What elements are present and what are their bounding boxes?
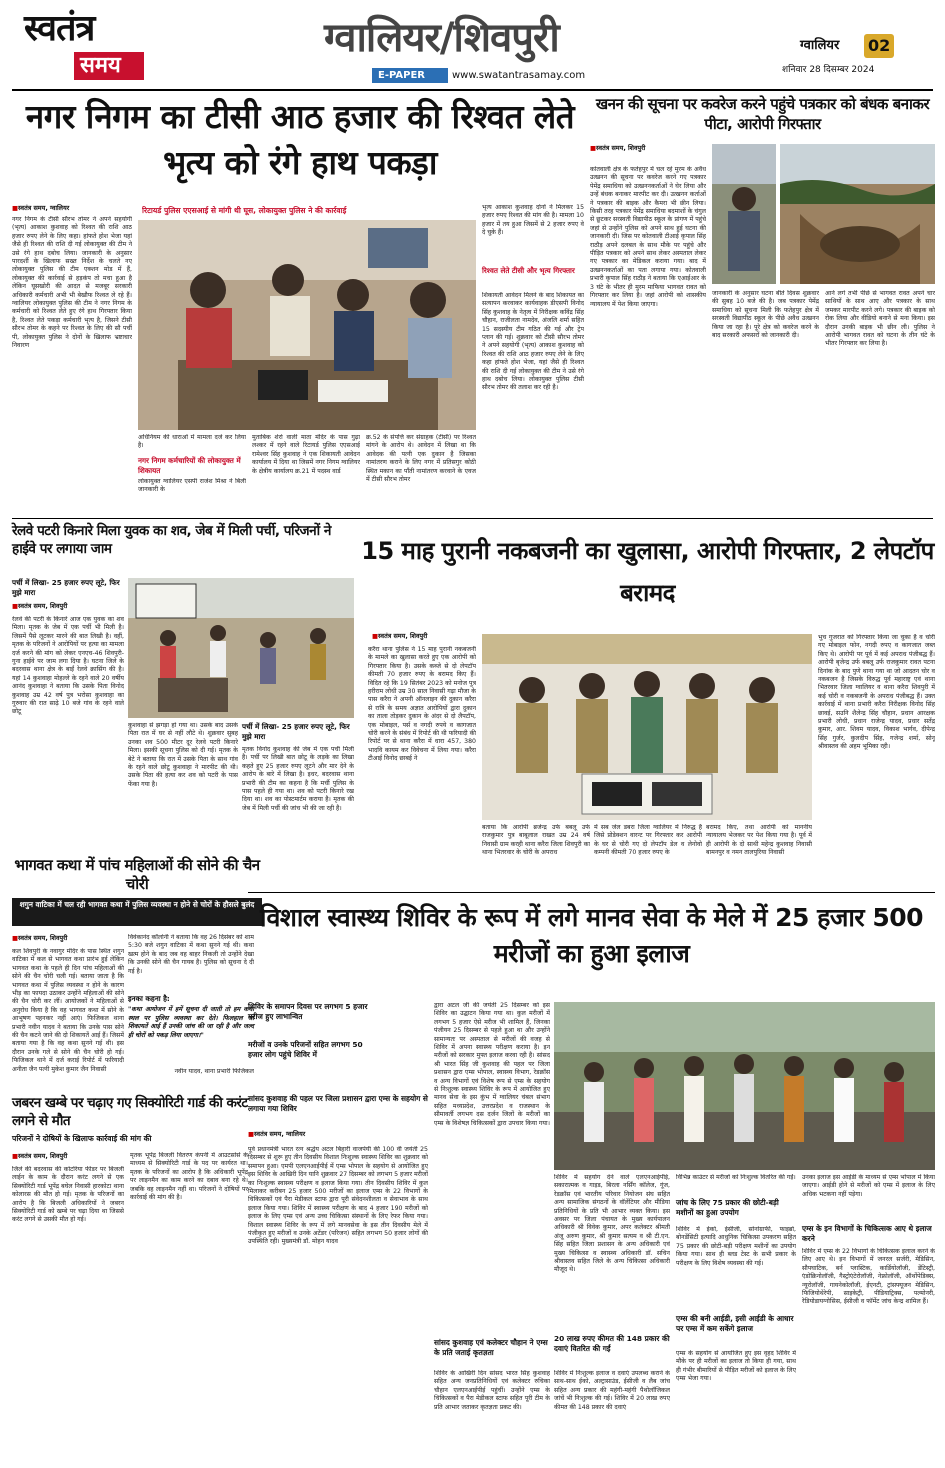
story3-col3: मृतक विनोद कुशवाह की जेब में एक पर्ची मिली है। पर्ची पर लिखी बात छोटू के लड़के का लिखा कहते हुए 25 हजार रुपए लूटने और मार देने के आरोप के बारे में लिखा है। इधर, बदरवास थाना प्रभारी की टीम का कहना है कि मर्ची पुलिस के पास पहले ही गया था। शव को पटरी किनारे रख दिया था। शव का पोस्टमार्टम कराया है। मृतक की जेब में मिली पर्ची की जांच भी की जा रही है।	[242, 746, 354, 812]
story1-col4: क्र.52 के संपत्ति कर संग्राहक (टीसी) पर रिश्वत मांगने के आरोप थे। आवेदन में लिखा था कि आवेदक की पत्नी एक दुकान है जिसका नामांतरण कराने के लिए नगर में प्रतिसगुर कोठी स्थित मकान का पाँती नामांतरण करवाने के एवज में टीसी सौरभ तोमर	[366, 434, 476, 484]
story7-col6: विभिन्न काउंटर से मरीजों को निःशुल्क वितरित की गईं।	[676, 1174, 796, 1181]
story4-col2: विवेकानंद कॉलोनी ने बताया कि वह 26 दिसंबर को शाम 5:30 बजे शगुन वाटिका में कथा सुनने गई थी। कथा खत्म होने के बाद जब वह बाहर निकली तो उन्होंने देखा कि उनकी सोने की चैन गायब है। पुलिस को सूचना दे दी गई है।	[128, 934, 254, 975]
divider-row1	[12, 518, 933, 519]
story6-col4: बरामद किए, तथा आरोपी को माननीय न्यायालय भेजकर पर पेश किया गया है। पूर्व में ही आरोपी के दो साथी महेन्द्र कुशवाह निवासी बामनपुर व नमन तालपुरिया निवासी	[706, 824, 812, 857]
story3-byline: ■ स्वतंत्र समय, शिवपुरी	[12, 602, 124, 611]
story1-headline: नगर निगम का टीसी आठ हजार की रिश्वत लेते भृत्य को रंगे हाथ पकड़ा	[25, 97, 575, 182]
story2-headline: खनन की सूचना पर कवरेज करने पहुंचे पत्रकार को बंधक बनाकर पीटा, आरोपी गिरफ्तार	[595, 95, 930, 133]
story1-col1: नगर निगम के टीसी सौरभ तोमर ने अपने सहयोगी (भृत्य) आकाश कुशवाह को रिश्वत की राशि आठ हजार रुपए लेने के लिए कहा। हांफते होश भेजा यहां जैसे ही रिश्वत की राशि दी गई लोकायुक्त की टीम ने उसे रंगे हाथ दबोच लिया। जानकारी के अनुसार पारदर्शी के खिलाफ सख्त निर्देश के चलते नए लोकायुक्त पुलिस की टीम एक्शन मोड में हैं, लोकायुक्त की कार्रवाई से हड़कंप तो मचा हुआ है लेकिन घूसखोरी की आदत से मजबूर सरकारी अधिकारी कर्मचारी अभी भी बेखौफ रिश्वत ले रहे हैं। ग्वालियर लोकायुक्त पुलिस की टीम ने नगर निगम के कर्मचारी को रिश्वत लेते हुए रंगे हाथ गिरफ्तार किया है, रिश्वत लेते पकड़ा कर्मचारी भृत्य है, जिसने टीसी सौरभ तोमर के कहने पर रिश्वत के लिए की सौ पर्ची पी, लोकायुक्त पुलिस ने दोनों के खिलाफ भ्रष्टाचार निवारण	[12, 216, 132, 350]
story-health-camp	[248, 894, 935, 1464]
story3-kicker: पर्ची में लिखा- 25 हजार रुपए लूटे, फिर मुझे मारा	[12, 578, 120, 597]
office-raid-photo	[138, 220, 476, 430]
story5-headline: जबरन खम्बे पर चढ़ाए गए सिक्योरिटी गार्ड की करंट लगने से मौत	[12, 1095, 248, 1129]
story1-col2a: अधिनियम की धाराओं में मामला दर्ज कर लिया है।	[138, 434, 246, 450]
story3-col1: रेलवे की पटरी के किनारे आज एक युवक का शव मिला। मृतक के जेब में एक पर्ची भी मिली है। जिसमें पैसे लूटकर मारने की बात लिखी है। वहीं, मृतक के परिजनों ने आरोपियों पर हत्या का मामला दर्ज करने की मांग को लेकर एनएच-46 शिवपुरी-गुना हाईवे पर जाम लगा दिया है। घटना जिले के बदरवास थाना क्षेत्र के बाईं रेलवे क्रासिंग की है। यहां 14 कुशवाहा मोहल्ले के रहने वाले 20 वर्षीय आनंद कुशवाहा ने बताया कि उसके पिता विनोद कुशवाह उम्र 42 वर्ष पुत्र भरोसा कुशवाहा का गुरुवार की रात साढ़े 10 बजे गांव के रहने वाले छोटू	[12, 616, 124, 716]
story5-byline: ■ स्वतंत्र समय, शिवपुरी	[12, 1152, 124, 1161]
story2-photo-portrait	[712, 144, 776, 284]
story3-col2: कुशवाहा से झगड़ा हो गया था। उसके बाद उसके पिता रात में घर से नहीं लौटे थे। शुक्रवार सुबह उनका शव 500 मीटर दूर रेलवे पटरी किनारे मिला। इसकी सूचना पुलिस को दी गई। मृतक के बेटे ने बताया कि रात में उसके पिता के साथ गांव के रहने वाले छोटू कुशवाहा ने मारपीट की थी। उसके पिता की हत्या कर शव को पटरी के पास फेंका गया है।	[128, 722, 238, 788]
story-guard	[12, 1094, 248, 1464]
story7-headline: विशाल स्वास्थ्य शिविर के रूप में लगे मानव सेवा के मेले में 25 हजार 500 मरीजों का हुआ इलाज	[259, 903, 924, 968]
story7-sh8: एम्स के इन विभागों के चिकित्सक आए थे इलाज करने	[802, 1224, 932, 1243]
story3-headline: रेलवे पटरी किनारे मिला युवक का शव, जेब में मिली पर्ची, परिजनों ने हाईवे पर लगाया जाम	[12, 523, 331, 557]
story7-sh3: सांसद कुशवाह की पहल पर जिला प्रशासन द्वारा एम्स के सहयोग से लगाया गया शिविर	[248, 1094, 428, 1113]
story6-col2: बताया कि आरोपी ब्रजेन्द्र उर्फ बबलू उर्फ राजकुमार पुत्र बाबूलाल राखत उम्र 24 वर्ष निवासी ग्राम करही थाना करैरा जिला शिवपुरी का थाना भितरवार के चोरी के अपराध	[482, 824, 590, 857]
story6-col1: करैरा थाना पुलिस ने 15 माह पुरानी नकबजनी के मामले का खुलासा करते हुए एक आरोपी को गिरफ्तार किया है। उसके कब्जे से दो लेपटॉप कीमती 70 हजार रुपए के बरामद किए हैं। विदित रहे कि 19 सितंबर 2023 को मनोज पुत्र हरीराम लोधी उम्र 30 साल निवासी गढ़ा मौजा के पास करैरा ने अपनी ऑनलाइन की दुकान करैरा से रात्रि के समय अज्ञात आरोपियों द्वारा दुकान का ताला तोड़कर दुकान के अंदर से दो लैपटॉप, एक मोबाइल, पर्स व नगदी रुपये व कागजात चोरी करने के संबंध में रिपोर्ट की थी फरियादी की रिपोर्ट पर से थाना करैरा में धारा 457, 380 भादवि कायम कर विवेचना में लिया गया। करैरा टीआई विनोद छाबई ने	[368, 646, 476, 763]
story7-sh2: मरीजों व उनके परिजनों सहित लगभग 50 हजार लोग पहुंचे शिविर में	[248, 1040, 363, 1059]
story1-byline: ■ स्वतंत्र समय, ग्वालियर	[12, 204, 132, 213]
mining-site-photo	[780, 144, 935, 284]
epaper-label: E-PAPER	[378, 70, 425, 81]
divider-health	[248, 892, 935, 893]
story7-sh7: एम्स की बनी आईडी, इसी आईडी के आधार पर एम्स में कम सकेंगे इलाज	[676, 1314, 794, 1333]
story2-col4: आने लगे तभी पीछे से भागवत रावत अपने चार साथियों के साथ आए और पत्रकार के साथ जमकर मारपीट करने लगे। पत्रकार की बाइक को रोक लिया और वीडियो बनाने से मना किया। इस दौरान उनकी बाइक भी छीन ली। पुलिस ने आरोपी भागवत रावत को घटना के तीन घंटे के भीतर गिरफ्तार कर लिया है।	[825, 290, 935, 348]
police-recovery-photo	[482, 634, 812, 820]
story4-headline: भागवत कथा में पांच महिलाओं की सोने की चैन चोरी	[14, 856, 260, 893]
city-label: ग्वालियर	[800, 38, 840, 53]
masthead-divider	[12, 89, 933, 91]
story4-quote: "कथा आयोजन में हमें सूचना दी जाती तो हम कथा स्थल पर पुलिस व्यवस्था कर देते। फिलहाल जो शिकायतें आई हैं उनकी जांच की जा रही है और जल्द ही चोरों को पकड़ लिया जाएगा।"	[128, 1006, 254, 1039]
highway-jam-photo	[128, 578, 354, 718]
story6-photo	[482, 634, 812, 820]
story6-headline: 15 माह पुरानी नकबजनी का खुलासा, आरोपी गिरफ्तार, 2 लेपटॉप बरामद	[361, 537, 934, 607]
story-railway	[12, 522, 354, 852]
website[interactable]: www.swatantrasamay.com	[452, 70, 586, 81]
story7-col4: शिविर में सहयोग देने वाले एलएनआईपीई, सकारात्मक व गाइड, बिरला नर्सिंग कॉलेज, गूंज, रेडक्रॉस एवं भारतीय परिवार नियोजन संघ सहित अन्य सामाजिक संगठनों के वॉलेंटियर और मीडिया प्रतिनिधियों के प्रति भी आभार व्यक्त किया। इस अवसर पर जिला पंचायत के मुख्य कार्यपालन अधिकारी श्री विवेक कुमार, अपर कलेक्टर श्रीमती अंजू अरुण कुमार, श्री कुमार सत्यम व श्री टी.एन. सिंह सहित जिला प्रशासन के अन्य अधिकारी एवं मुख्य चिकित्सा व स्वास्थ्य अधिकारी डॉ. सचिन श्रीवास्तव सहित जिले के अन्य चिकित्सा अधिकारी मौजूद थे।	[554, 1174, 670, 1274]
story4-kicker: शगुन वाटिका में चल रही भागवत कथा में पुलिस व्यवस्था न होने से चोरों के हौसले बुलंद	[19, 900, 255, 909]
story1-photo-caption: रिटायर्ड पुलिस एएसआई से मांगी थी घूस, लोकायुक्त पुलिस ने की कार्रवाई	[142, 206, 347, 215]
story7-col1: पूर्व प्रधानमंत्री भारत रत्न श्रद्धेय अटल बिहारी वाजपेयी की 100 वीं जयंती 25 दिसम्बर से शुरू हुए तीन दिवसीय विशाल निःशुल्क स्वास्थ्य शिविर का शुक्रवार को समापन हुआ। एमपी एलएनआईपीई में एम्स भोपाल के सहयोग से आयोजित हुए इस शिविर के आखिरी दिन यानि शुक्रवार 27 दिसम्बर को लगभग 5 हजार मरीजों का निःशुल्क स्वास्थ्य परीक्षण व इलाज किया गया। तीन दिवसीय शिविर में कुल मिलाकर करीबन 25 हजार 500 मरीजों का इलाज एम्स के 22 विभागों के चिकित्सकों एवं पैरा मेडीकल स्टाफ द्वारा पूरी संवेदनशीलता व सेवाभाव के साथ इलाज किया गया। शिविर में स्वास्थ्य परीक्षण के बाद 4 हजार 190 मरीजों को इलाज के लिए एम्स एवं अन्य उच्च चिकित्सा संस्थानों के लिए रेफर किया गया। विशाल स्वास्थ्य शिविर के रूप में लगे मानवसेवा के इस तीन दिवसीय मेले में पंजीकृत हुए मरीजों व उनके अटेंडर (परिजन) सहित लगभग 50 हजार लोगों की उपस्थिति रही। मुख्यमंत्री डॉ. मोहन यादव	[248, 1146, 428, 1246]
story3-photo-caption: पर्ची में लिखा- 25 हजार रुपए लूटे, फिर मुझे मारा	[242, 722, 350, 741]
story1-col5a: भृत्य आकाश कुशवाह दोनों ने मिलकर 15 हजार रुपए रिश्वत की मांग की है। मामला 10 हजार में तय हुआ जिसमें से 2 हजार रुपए वे दे चुके हैं।	[482, 204, 584, 237]
story4-quote-by: नवीन यादव, थाना प्रभारी फिजिकल	[174, 1068, 254, 1075]
story1-col3: मुताबिक शेरो वाली माता मंदिर के पास गुढ़ा लश्कर में रहने वाले रिटायर्ड पुलिस एएसआई रामेश्वर सिंह कुशवाह ने एक शिकायती आवेदन कार्यालय में दिया था जिसमें नगर निगम ग्वालियर के क्षेत्रीय कार्यालय क्र.21 में पदस्थ वार्ड	[252, 434, 360, 475]
story7-col7a: उनका इलाज इस आईडी के माध्यम से एम्स भोपाल में किया जाएगा। आईडी होने से मरीजों को एम्स में इलाज के लिए अधिक भटकना नहीं पड़ेगा।	[802, 1174, 935, 1198]
story7-byline: ■ स्वतंत्र समय, ग्वालियर	[248, 1130, 428, 1139]
story1-col5b: शिकायती आवेदन मिलने के बाद शिकायत का सत्यापन करवाकर कार्यवाहक डीएसपी विनोद सिंह कुशवाह के नेतृत्व में निरीक्षक कविंद्र सिंह चौहान, राजीलता नामदेव, अंजलि शर्मा सहित 15 सदस्यीय टीम गठित की गई और ट्रेप प्लान की गई। शुक्रवार को टीसी सौरभ तोमर ने अपने सहयोगी (भृत्य) आकाश कुशवाह को रिश्वत की राशि आठ हजार रुपए लेने के लिए कहा हांफते होश भेजा, यहां जैसे ही रिश्वत की राशि दी गई लोकायुक्त की टीम ने उसे रंगे हाथ दबोच लिया। लोकायुक्त पुलिस टीसी सौरभ तोमर की तलाश कर रही है।	[482, 292, 584, 392]
story7-col6b: शिविर में ईको, ईसीजी, सोनोग्राफी, फाइब्रो, बोनडेंसिटी इत्यादि आधुनिक चिकित्सा उपकरण सहित 75 प्रकार की छोटी-बड़ी परीक्षण मशीनों का उपयोग किया गया। साथ ही ब्लड टेस्ट के सभी प्रकार के परीक्षण के लिए विशेष व्यवस्था की गई।	[676, 1226, 796, 1267]
story5-kicker: परिजनों ने दोषियों के खिलाफ कार्रवाई की मांग की	[12, 1134, 152, 1143]
date: शनिवार 28 दिसम्बर 2024	[782, 65, 875, 75]
logo-line1: स्वतंत्र	[24, 8, 95, 49]
story4-quote-label: इनका कहना है:	[128, 994, 170, 1003]
story6-byline: ■ स्वतंत्र समय, शिवपुरी	[372, 632, 482, 641]
edition-name: ग्वालियर/शिवपुरी	[324, 15, 559, 61]
story2-col1: कोतवाली क्षेत्र के फतेहपुर में चल रहे मुरम के अवैध उत्खनन की सूचना पर कवरेज करने गए पत्रकार पेमेंद्र समाधिया को उत्खननकर्ताओं ने घेर लिया और उन्हें बंधक बनाकर मारपीट कर दी। उत्खनन कर्ताओं ने पत्रकार की बाइक और कैमरा भी छीन लिया। किसी तरह पत्रकार पेमेंद्र समाधिया बदमाशों के चंगुल से छूटकर सरस्वती विद्यापीठ स्कूल के प्रांगण में पहुंचे जहां से उन्होंने पुलिस को अपने साथ हुई घटना की जानकारी दी। जिस पर कोतवाली टीआई कृपाल सिंह राठौड़ अपने दलबल के साथ मौके पर पहुंचे और पीड़ित पत्रकार को अपने साथ लेकर अस्पताल लेकर गए पत्रकार का मेडिकल कराया गया। बाद में उत्खननकर्ताओं का पता लगाया गया। कोतवाली प्रभारी कृपाल सिंह राठौड़ ने बताया कि एआईआर के 3 घंटे के भीतर ही मुरम माफिया भागवत रावत को गिरफ्तार कर लिया है। जहां आरोपी को शासकीय न्यायालय में पेश किया जाएगा।	[590, 166, 706, 308]
camp-event-photo	[554, 1002, 935, 1170]
story7-col3: शिविर के आखिरी दिन सांसद भारत सिंह कुशवाह सहित अन्य जनप्रतिनिधियों एवं कलेक्टर रुचिका चौहान एलएनआईपीई पहुंचीं। उन्होंने एम्स के चिकित्सकों व पैरा मेडीकल स्टाफ सहित पूरी टीम के प्रति आभार जताकर कृतज्ञता प्रकट की।	[434, 1370, 550, 1411]
story1-subhead1: नगर निगम कर्मचारियों की लोकायुक्त में शिकायत	[138, 456, 241, 475]
story4-col1: कल शिवपुरी के नवागुर मंदिर के पास स्थित शगुन वाटिका में कल से भागवत कथा प्रारंभ हुई लेकिन भागवत कथा के पहले ही दिन पांच महिलाओं की सोने की चैन चोरी चली गई। बताया जाता है कि भागवत कथा में पुलिस व्यवस्था न होने के कारण भीड़ का फायदा उठाकर उन्होंने महिलाओं की सोने की चैन चोरी कर लीं। आयोजकों ने महिलाओं से अनुरोध किया है कि वह भागवत कथा में सोने के आभूषण पहनकर नहीं आएं। फिजिकल थाना प्रभारी नवीन यादव ने बताया कि उनके पास सोने की चैन कटने जाने की दो शिकायतें आई हैं। जिसमें बताया गया है कि वह कथा सुनने गई थी। इस दौरान उनके गले से सोने की चैन चोरी हो गई। फिजिकल थाने में दर्ज कराई रिपोर्ट में फरियादी अनीता जैन पत्नी मुकेश कुमार जैन निवासी	[12, 948, 124, 1073]
logo-line2: समय	[80, 53, 121, 78]
story7-col6c: एम्स के सहयोग से आयोजित हुए इस वृहद शिविर में मौके पर ही मरीजों का इलाज तो किया ही गया, साथ ही गंभीर बीमारियों से पीड़ित मरीजों को इलाज के लिए एम्स भेजा गया।	[676, 1350, 796, 1383]
story5-col1: जिले की बदरवास की कोटरिया फीडर पर बिजली लाईन के काम के दौरान करंट लगने से एक सिक्योरिटी गार्ड भूपेंद्र बघेल निवासी हारकोटा थाना कोलारस की मौत हो गई। मृतक के परिजनों का आरोप है कि बिजली अधिकारियों ने जबरन सिक्योरिटी गार्ड को खम्बे पर चढ़ा दिया था जिससे करंट लगने से उसकी मौत हो गई।	[12, 1166, 124, 1224]
story2-col2: जानकारी के अनुसार घटना बीते दिवस शुक्रवार की सुबह 10 बजे की है। जब पत्रकार पेमेंद्र समाधिया को सूचना मिली कि फतेहपुर क्षेत्र में सरस्वती विद्यापीठ स्कूल के पीछे अवैध उत्खनन किया जा रहा है। पूरे क्षेत्र को कवरेज करने के बाद सरकारी अफसरों को जानकारी दी।	[712, 290, 819, 340]
story7-photo	[554, 1002, 935, 1170]
page-number: 02	[868, 36, 891, 55]
story-nagar-nigam	[12, 94, 584, 514]
logo	[24, 8, 154, 86]
story1-photo-caption-bar	[138, 204, 476, 218]
story-patrakar	[590, 94, 935, 514]
story7-sh6: जांच के लिए 75 प्रकार की छोटी-बड़ी मशीनों का हुआ उपयोग	[676, 1198, 779, 1217]
story7-sh1: शिविर के समापन दिवस पर लगभग 5 हजार मरीज हुए लाभान्वित	[248, 1002, 368, 1021]
story2-photo-mining	[780, 144, 935, 284]
story7-col7b: शिविर में एम्स के 22 विभागों के चिकित्सक इलाज करने के लिए आए थे। इन विभागों में जनरल सर्जरी, मेडिसिन, सौपघाटिक, बर्न प्लास्टिक, कार्डियोलॉजी, डेंटिस्ट्री, एंडोक्रिनोलॉजी, गैस्ट्रोएंटेरोलॉजी, नेफ्रोलॉजी, ऑर्थोपेडिक्स, न्यूरोलॉजी, गायनेकोलॉजी, ईएनटी, ट्रांसफ्यूजन मेडिसिन, फिजियोथेरेपी, साइकेट्री, पीडियाट्रिक्स, पल्मोनरी, रेडियोडायग्नोसिस, ईसीजी व फॉर्मेट जांच केन्द्र शामिल हैं।	[802, 1248, 935, 1306]
story4-byline: ■ स्वतंत्र समय, शिवपुरी	[12, 934, 124, 943]
story7-col2: द्वारा अटल जी की जयंती 25 दिसम्बर को इस शिविर का उद्घाटन किया गया था। कुल मरीजों में लगभग 5 हजार ऐसे मरीज भी शामिल हैं, जिनका पंजीयन 25 दिसम्बर से पहले हुआ था और उन्होंने सामान्यतः पर अस्पताल से मरीजों की वजह से शिविर में अपना स्वास्थ्य परीक्षण कराया है। इन मरीजों को सरकार मुफ्त इलाज करवा रही है। सांसद श्री भारत सिंह जी कुशवाह की पहल पर जिला प्रशासन द्वारा एम्स भोपाल, स्वास्थ्य विभाग, रेडक्रॉस व अन्य विभागों एवं विशेष रूप से एम्स के सहयोग से निःशुल्क स्वास्थ्य शिविर के रूप में आयोजित हुए मानव सेवा के इस कुंभ में ग्वालियर चंबल संभाग सहित मध्यप्रदेश, उत्तरप्रदेश व राजस्थान के सीमावर्ती लगभग दस दर्जन जिलों के मरीजों का एम्स के विशेषज्ञ चिकित्सकों द्वारा उपचार किया गया।	[434, 1002, 550, 1127]
story7-sh5: 20 लाख रुपए कीमत की 148 प्रकार की दवाएं वितरित की गईं	[554, 1334, 670, 1353]
story7-col5: शिविर में निःशुल्क इलाज व दवाएं उपलब्ध कराने के साथ-साथ ईको, अल्ट्रासाउंड, ईसीजी व लैब जांच सहित अन्य प्रकार की महंगी-महंगी पैथोलॉजिकल जांचें भी निःशुल्क की गई। शिविर में 20 लाख रुपए कीमत की 148 प्रकार की दवाएं	[554, 1370, 670, 1411]
journalist-photo	[712, 144, 776, 284]
story-nakabjani	[360, 522, 935, 892]
story1-subhead2: रिश्वत लेते टीसी और भृत्य गिरफ्तार	[482, 266, 575, 275]
story1-photo	[138, 220, 476, 430]
story3-photo	[128, 578, 354, 718]
masthead	[0, 0, 945, 92]
story6-col3: में सब जेल डबरा जिला ग्वालियर में निरुद्ध है जिसे प्रोडेक्शन वारन्ट पर गिरफ्तार कर आरोपी के घर से चोरी गए दो लेपटॉप डेल व लेनोवो कम्पनी कीमती 70 हजार रुपए के	[594, 824, 702, 857]
story1-col2b: लोकायुक्त ग्वालियर एसपी राजेश मिश्रा ने बिली जानकारी के	[138, 478, 246, 494]
story7-sh4: सांसद कुशवाह एवं कलेक्टर चौहान ने एम्स के प्रति जताई कृतज्ञता	[434, 1338, 548, 1357]
story6-col5: भुच गुजरात को गिरफ्तार किया जा चुका है व चोरी गए मोबाइल फोन, नगदी रुपए व कागजात जब्त किए थे। आरोपी पर पूर्व में कई अपराध पंजीबद्ध हैं। आरोपी बृजेन्द्र उर्फ बबलू उर्फ राजकुमार रावत पटना दिनांक के बाद पुणे थाना गया था जो आदतन चोर व नकबजन है जिसके विरुद्ध पूर्व महाराष्ट्र एवं थाना भितरवार जिला ग्वालियर व थाना करैरा शिवपुरी में कई चोरी व नकबजनी के अपराध पंजीबद्ध हैं। उक्त कार्रवाई में थाना प्रभारी करैरा निरीक्षक विनोद सिंह छावई, सउनि शैलेन्द्र सिंह चौहान, प्रधान आरक्षक प्रभारी लोधी, प्रधान राजेन्द्र यादव, प्रधार सतेंद्र कुमार, आर. शिवम यादव, विकाश भार्गव, दीपेन्द्र सिंह गुर्जर, कुलदीप सिंह, गजेन्द्र शर्मा, सोनू श्रीवास्तव की अहम भूमिका रही।	[818, 634, 935, 751]
story5-col2: मृतक भूपेंद्र बिजली वितरण कंपनी में आउटसोर्स के माध्यम से सिक्योरिटी गार्ड के पद पर कार्यरत था। मृतक के परिजनों का आरोप है कि अधिकारी भूपेंद्र पर लाइनमैन का काम करने का दबाव बना रहे थे। जबकि वह लाइनमैन नहीं था। परिजनों ने दोषियों पर कार्रवाई की मांग की है।	[130, 1152, 248, 1202]
story2-byline: ■ स्वतंत्र समय, शिवपुरी	[590, 144, 710, 153]
